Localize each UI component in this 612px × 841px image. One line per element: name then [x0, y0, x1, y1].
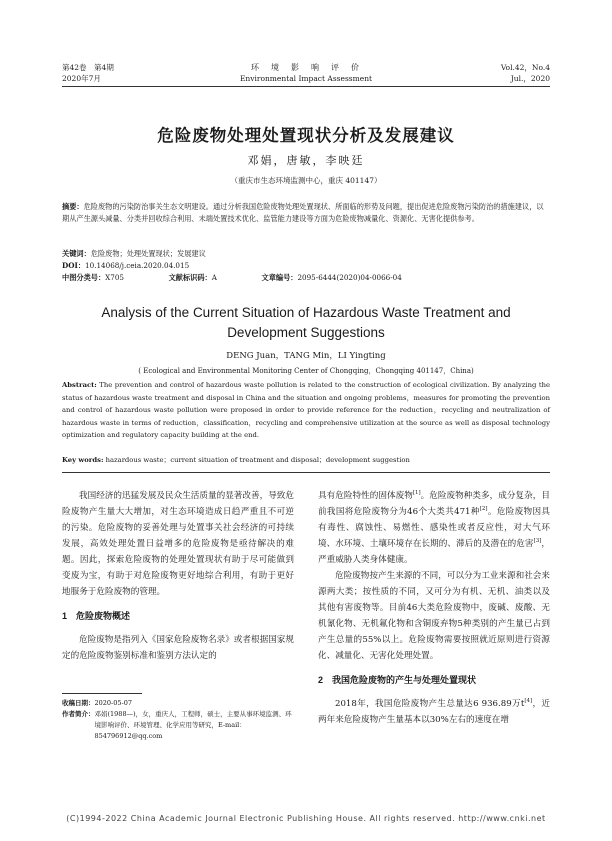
p1-text-a: 具有危险特性的固体废物 [318, 491, 413, 501]
publication-date: 2020年7月 [62, 74, 101, 83]
section-1-heading: 1 危险废物概述 [62, 611, 131, 621]
clc-label: 中图分类号： [62, 273, 106, 282]
abstract-en-text: The prevention and control of hazardous waste pollution is related to the construction of ecological civilization. By analyzing the status of hazardous waste treatment and disposal in China and the situation and ongoing problems，measures for promoting the prevention and control of hazardous waste pollution were proposed in order to provide reference for the reduction，recycling and neutralization of hazardous waste in terms of reduction，classification，recycling and comprehensive utilization at the source as well as disposal technology optimization and regulatory capacity building at the end. [62, 381, 550, 439]
keywords-en-text: hazardous waste；current situation of treatment and disposal；development suggestion [105, 456, 410, 464]
received-value: 2020-05-07 [94, 699, 132, 707]
author-bio-text: 邓娟(1988—)，女，重庆人，工程师，硕士，主要从事环境监测、环境影响评价、环境管理、化学应用等研究，E-mail：854796912@qq.com [94, 710, 292, 740]
abstract-cn-text: 危险废物的污染防治事关生态文明建设。通过分析我国危险废物处理处置现状、所面临的形势及问题，提出促进危险废物污染防治的措施建议，以期从产生源头减量、分类并回收综合利用、末端处置技术优化、监管能力建设等方面为危险废物减量化、资源化、无害化提供参考。 [62, 202, 544, 223]
doi-value: 10.14068/j.ceia.2020.04.015 [85, 261, 190, 270]
abstract-cn-label: 摘要： [62, 202, 84, 211]
page-title-en: Analysis of the Current Situation of Hazardous Waste Treatment and Development Suggestions [101, 305, 511, 340]
abstract-en-label: Abstract: [62, 381, 97, 389]
citation-3: [3] [533, 538, 542, 545]
continued-paragraph [318, 488, 550, 568]
affiliation-cn: （重庆市生态环境监测中心，重庆 401147） [230, 176, 382, 185]
left-column [62, 488, 294, 664]
volume-issue: 第42卷 第4期 [62, 63, 114, 72]
section-1-paragraph: 危险废物是指列入《国家危险废物名录》或者根据国家规定的危险废物鉴别标准和鉴别方法认定的 [62, 635, 294, 661]
p3-text-a: 2018年，我国危险废物产生总量达6 936.89万t [335, 699, 525, 709]
section-2-paragraph [318, 696, 550, 728]
received-date [62, 698, 294, 709]
doc-code-label: 文献标识码： [168, 273, 212, 282]
footnote-rule [62, 693, 142, 694]
abstract-rule [62, 472, 550, 473]
keywords-en [62, 454, 550, 467]
citation-2: [2] [479, 506, 488, 513]
received-label: 收稿日期： [62, 699, 95, 707]
header-rule [62, 86, 550, 87]
page-title-cn: 危险废物处理处置现状分析及发展建议 [157, 126, 455, 145]
volume-issue-en: Vol.42，No.4 [500, 63, 550, 72]
p1-text-c: 。危险废物因具有毒性、腐蚀性、易燃性、感染性或者反应性，对大气环境、水环境、土壤环境存在长期的、滞后的及潜在的危害 [318, 507, 550, 549]
abstract-en [62, 379, 550, 442]
journal-name-cn: 环 境 影 响 评 价 [251, 63, 361, 72]
author-bio [62, 709, 294, 742]
journal-name-en: Environmental Impact Assessment [239, 74, 373, 83]
authors-en: DENG Juan，TANG Min，LI Yingting [226, 351, 386, 361]
article-number-value: 2095-6444(2020)04-0066-04 [297, 273, 402, 282]
journal-volume-info-en [501, 62, 550, 84]
citation-4: [4] [524, 698, 533, 705]
doi-label: DOI： [62, 261, 86, 270]
intro-paragraph: 我国经济的迅猛发展及民众生活质量的显著改善，导致危险废物产生量大大增加，对生态环境造成日趋严重且不可逆的污染。危险废物的妥善处理与处置事关社会经济的可持续发展，高效处理处置日益增多的危险废物是亟待解决的难题。因此，探索危险废物的处理处置现状有助于尽可能做到变废为宝，有助于对危险废物更好地综合利用，有助于更好地服务于危险废物的管理。 [62, 491, 294, 597]
footnote [62, 698, 294, 742]
doc-code-value: A [211, 273, 217, 282]
p1-text-d: ，严重威胁人类身体健康。 [318, 539, 550, 565]
keywords-cn [62, 248, 550, 260]
abstract-cn [62, 201, 550, 225]
keywords-cn-text: 危险废物；处理处置现状；发展建议 [90, 249, 206, 258]
author-bio-label: 作者简介： [62, 710, 95, 718]
waste-classification-paragraph: 危险废物按产生来源的不同，可以分为工业来源和社会来源两大类；按性质的不同，又可分为有机、无机、油类以及其他有害废物等。目前46大类危险废物中，废碱、废酸、无机氰化物、无机氟化物和含铜废弃物5种类别的产生量已占到产生总量的55%以上。危险废物需要按照就近原则进行资源化、减量化、无害化处理处置。 [318, 571, 550, 661]
authors-cn: 邓娟，唐敏，李映廷 [247, 154, 365, 167]
publication-date-en: Jul.，2020 [510, 74, 550, 83]
affiliation-en: ( Ecological and Environmental Monitoring Center of Chongqing，Chongqing 401147，China) [138, 367, 474, 375]
p1-text-b: 。危险废物种类多，成分复杂，目前我国将危险废物分为46个大类共471种 [318, 491, 550, 517]
keywords-en-label: Key words: [62, 456, 104, 464]
clc-value: X705 [105, 273, 124, 282]
article-number-label: 文章编号： [261, 273, 298, 282]
right-column [318, 488, 550, 728]
doi [62, 260, 550, 272]
classification-line [62, 272, 550, 284]
cnki-watermark: (C)1994-2022 China Academic Journal Electronic Publishing House. All rights reserved. http://www.cnki.net [66, 814, 546, 823]
section-2-heading: 2 我国危险废物的产生与处理处置现状 [318, 675, 477, 685]
p3-text-b: ，近两年来危险废物产生量基本以30%左右的速度在增 [318, 699, 550, 725]
keywords-cn-label: 关键词： [62, 249, 91, 258]
citation-1: [1] [412, 490, 421, 497]
